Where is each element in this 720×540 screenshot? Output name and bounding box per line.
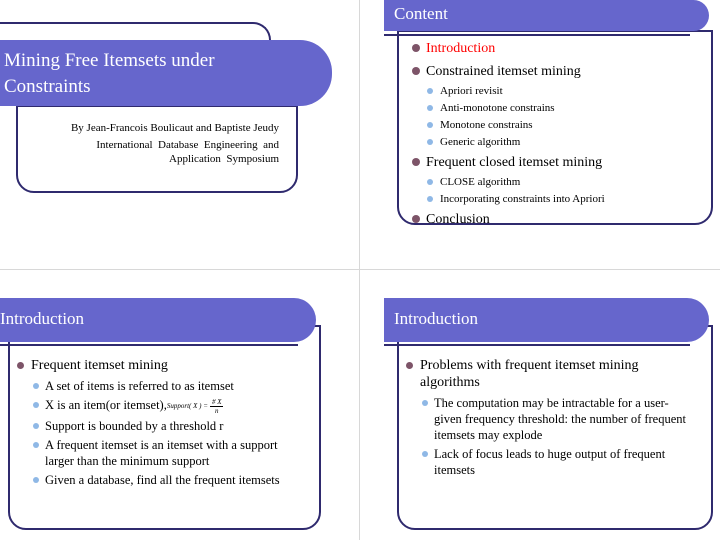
slide-divider-horizontal	[0, 269, 720, 270]
sub-item-text: Apriori revisit	[440, 85, 503, 97]
bullet-icon	[427, 105, 433, 111]
bullet-icon	[33, 477, 39, 483]
content-item-introduction: Introduction	[426, 41, 496, 56]
content-item-constrained: Constrained itemset mining	[426, 64, 581, 79]
list-item	[17, 437, 307, 469]
slide-divider-vertical	[359, 0, 360, 540]
formula-denominator: n	[214, 406, 219, 415]
slide2-content-list	[410, 40, 700, 228]
list-item	[17, 378, 307, 394]
slide2-title-underline	[384, 34, 690, 36]
slide1-venue-line2: Application Symposium	[169, 153, 279, 165]
list-item	[410, 40, 700, 57]
list-item	[17, 357, 307, 374]
slide4-title-underline	[384, 344, 690, 346]
sub-item-text: Lack of focus leads to huge output of frequent itemsets	[434, 447, 666, 477]
sub-item-text: X is an item(or itemset),	[45, 398, 167, 412]
list-item	[17, 418, 307, 434]
sub-item-text: Generic algorithm	[440, 136, 521, 148]
bullet-icon	[33, 423, 39, 429]
bullet-icon	[427, 179, 433, 185]
bullet-icon	[427, 122, 433, 128]
sub-item-text: A set of items is referred to as itemset	[45, 379, 234, 393]
list-item	[17, 472, 307, 488]
bullet-icon	[33, 442, 39, 448]
bullet-icon	[17, 362, 24, 369]
slide3-content-list	[17, 357, 307, 488]
slide2-title-bar	[384, 0, 709, 31]
bullet-icon	[422, 400, 428, 406]
support-formula	[167, 398, 224, 415]
list-item	[410, 118, 700, 132]
slide4-title-bar	[384, 298, 709, 342]
formula-numerator: # X	[211, 397, 222, 406]
list-item	[410, 63, 700, 80]
slide1-title-bar	[0, 40, 332, 106]
list-item	[410, 84, 700, 98]
list-item	[410, 211, 700, 228]
formula-lhs: Support( X ) =	[166, 401, 208, 410]
slide2-title: Content	[394, 4, 448, 23]
list-item	[410, 154, 700, 171]
sub-item-text: CLOSE algorithm	[440, 176, 521, 188]
content-item-closed: Frequent closed itemset mining	[426, 155, 603, 170]
sub-item-text: Given a database, find all the frequent itemsets	[45, 472, 280, 487]
slide4-title: Introduction	[394, 309, 479, 328]
slide3-title-underline	[0, 344, 298, 346]
list-item	[410, 175, 700, 189]
list-item	[406, 357, 696, 391]
sub-item-text: Support is bounded by a threshold r	[45, 418, 224, 433]
slide1-venue-line1: International Database Engineering and	[96, 139, 279, 151]
bullet-icon	[412, 67, 420, 75]
list-item	[17, 397, 307, 415]
sub-item-text: The computation may be intractable for a user-given frequency threshold: the number of frequent itemsets may explode	[434, 396, 686, 442]
sub-item-text: Anti-monotone constrains	[440, 102, 555, 114]
bullet-text: Frequent itemset mining	[31, 358, 168, 373]
bullet-text: Problems with frequent itemset mining algorithms	[420, 358, 639, 390]
bullet-icon	[422, 451, 428, 457]
bullet-icon	[33, 383, 39, 389]
slide3-title: Introduction	[0, 309, 85, 328]
slide1-title: Mining Free Itemsets under Constraints	[4, 50, 215, 97]
list-item	[406, 395, 696, 443]
slide4-content-list	[406, 357, 696, 478]
slide1-authors: By Jean-Francois Boulicaut and Baptiste Jeudy	[70, 122, 279, 134]
list-item	[410, 135, 700, 149]
content-item-conclusion: Conclusion	[426, 212, 490, 227]
list-item	[410, 101, 700, 115]
bullet-icon	[33, 402, 39, 408]
slide3-title-bar	[0, 298, 316, 342]
sub-item-text: A frequent itemset is an itemset with a support larger than the minimum support	[45, 437, 278, 468]
bullet-icon	[412, 158, 420, 166]
bullet-icon	[412, 44, 420, 52]
bullet-icon	[427, 139, 433, 145]
list-item	[406, 446, 696, 478]
bullet-icon	[427, 88, 433, 94]
bullet-icon	[427, 196, 433, 202]
bullet-icon	[412, 215, 420, 223]
bullet-icon	[406, 362, 413, 369]
sub-item-text: Incorporating constraints into Apriori	[440, 193, 605, 205]
formula-fraction	[210, 398, 224, 415]
list-item	[410, 192, 700, 206]
sub-item-text: Monotone constrains	[440, 119, 533, 131]
